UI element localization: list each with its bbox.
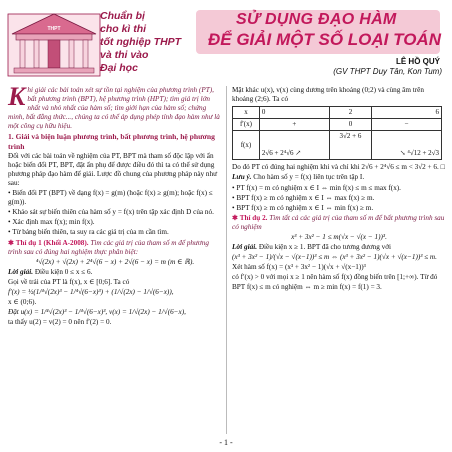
table-cell: f(x) [233, 131, 260, 160]
bullet-item: • Biến đổi PT (BPT) về dạng f(x) = g(m) (hoặc f(x) ≥ g(m); hoặc f(x) ≤ g(m)). [8, 189, 222, 207]
paragraph: Do đó PT có đúng hai nghiệm khi và chỉ khi 2√6 + 2⁴√6 ≤ m < 3√2 + 6. □ [232, 163, 445, 172]
equation: f′(x) = ½(1/⁴√(2x)³ − 1/⁴√(6−x)³) + (1/√(2x) − 1/√(6−x)), [8, 287, 174, 296]
note [232, 173, 446, 182]
note-text: Cho hàm số y = f(x) liên tục trên tập I. [253, 173, 365, 182]
intro-text: hi giải các bài toán xét sự tồn tại nghiệm của phương trình (PT), bất phương trình (BPT), hệ phương trình (HPT); tìm giá trị lớn nhất và nhỏ nhất của hàm số; tìm giới hạn của hàm số; chứng minh, bất đẳng thức..., chúng ta có thể áp dụng phép tính đạo hàm như là một công cụ hữu hiệu. [8, 86, 220, 131]
paragraph: ta thấy u(2) = v(2) = 0 nên f′(2) = 0. [8, 318, 112, 327]
logo-line: Chuẩn bị [100, 10, 145, 22]
arrow-up-icon: ↗ [295, 149, 302, 158]
table-value: 3√2 + 6 [339, 132, 362, 141]
arrow-down-icon: ↘ [399, 149, 406, 158]
solution-start [232, 243, 446, 252]
author-name: LÊ HỒ QUÝ [395, 57, 440, 66]
author-affiliation: (GV THPT Duy Tân, Kon Tum) [333, 67, 442, 76]
drop-cap: K [8, 82, 26, 111]
table-value: 2√6 + 2⁴√6 [261, 149, 294, 158]
left-column [8, 82, 222, 328]
table-cell: 0 [329, 119, 371, 131]
article-title-line1: SỬ DỤNG ĐẠO HÀM [236, 11, 397, 28]
solution-label: Lời giải. [232, 243, 258, 252]
table-cell: 0 [259, 107, 329, 119]
example-2 [232, 214, 446, 232]
logo-line: cho kì thi [100, 23, 147, 35]
solution-text: Điều kiện x ≥ 1. BPT đã cho tương đương với [258, 243, 392, 252]
table-cell [329, 131, 371, 160]
star-icon: ✱ [8, 238, 16, 247]
equation: Đặt u(x) = 1/⁴√(2x)³ − 1/⁴√(6−x)³, v(x) = 1/√(2x) − 1/√(6−x), [8, 308, 186, 317]
logo-line: tốt nghiệp THPT [100, 36, 182, 48]
example-heading: Thí dụ 1 (Khối A-2008). [15, 238, 89, 247]
table-cell: − [372, 119, 442, 131]
logo-line: và thi vào [100, 49, 149, 61]
bullet-item: • BPT f(x) ≥ m có nghiệm x ∈ I ⇔ max f(x) ≥ m. [232, 194, 446, 203]
column-divider [226, 86, 227, 434]
article-title-line2: ĐỂ GIẢI MỘT SỐ LOẠI TOÁN [208, 30, 441, 49]
table-cell: + [259, 119, 329, 131]
example-1 [8, 239, 222, 257]
example-statement: Tìm các giá trị của tham số m để phương trình sau có đúng hai nghiệm thực phân biệt: [8, 238, 209, 256]
variation-table [232, 106, 442, 160]
logo-line: Đại học [100, 62, 138, 74]
page-number: - 1 - [219, 438, 233, 447]
paragraph: Đối với các bài toán về nghiệm của PT, BPT mà tham số độc lập với ẩn hoặc biến đổi PT, BPT, đặt ẩn phụ để được điều đó thì ta có thể sử dụng phương pháp đạo hàm để giải. Lược đồ chung của phương pháp này như sau: [8, 151, 218, 187]
paragraph: có f′(x) > 0 với mọi x ≥ 1 nên hàm số f(x) đồng biến trên [1;+∞). Từ đó BPT f(x) ≤ m có nghiệm ⇔ m ≥ min f(x) = f(1) = 3. [232, 273, 438, 291]
table-cell: 6 [372, 107, 442, 119]
bullet-item: • Xác định max f(x); min f(x). [8, 218, 222, 227]
intro-paragraph [8, 82, 222, 131]
example-statement: Tìm tất cả các giá trị của tham số m để bất phương trình sau có nghiệm [232, 213, 445, 231]
paragraph: Xét hàm số f(x) = (x³ + 3x² − 1)(√x + √(x−1))³ [232, 263, 366, 272]
table-cell [372, 131, 442, 160]
equation: (x³ + 3x² − 1)/(√x − √(x−1))³ ≤ m ⇔ (x³ + 3x² − 1)(√x + √(x−1))³ ≤ m. [232, 253, 437, 262]
equation: ⁴√(2x) + √(2x) + 2⁴√(6 − x) + 2√(6 − x) = m (m ∈ ℝ). [35, 257, 195, 266]
table-cell: 2 [329, 107, 371, 119]
solution-start [8, 268, 222, 277]
star-icon: ✱ [232, 213, 240, 222]
paragraph: Mặt khác u(x), v(x) cùng dương trên khoảng (0;2) và cùng âm trên khoảng (2;6). Ta có [232, 86, 424, 104]
example-heading: Thí dụ 2. [239, 213, 268, 222]
solution-label: Lời giải. [8, 267, 34, 276]
equation: x³ + 3x² − 1 ≤ m(√x − √(x − 1))³. [291, 233, 387, 242]
right-column [232, 86, 446, 293]
table-cell: f′(x) [233, 119, 260, 131]
section-heading: 1. Giải và biện luận phương trình, bất phương trình, hệ phương trình [8, 132, 215, 151]
bullet-item: • Từ bảng biến thiên, ta suy ra các giá trị của m cần tìm. [8, 228, 222, 237]
solution-text: Điều kiện 0 ≤ x ≤ 6. [34, 267, 93, 276]
table-cell [259, 131, 329, 160]
table-cell: x [233, 107, 260, 119]
svg-text:THPT: THPT [47, 26, 61, 32]
table-value: ⁴√12 + 2√3 [407, 149, 439, 158]
paragraph: x ∈ (0;6). [8, 298, 37, 307]
bullet-item: • PT f(x) = m có nghiệm x ∈ I ⇔ min f(x) ≤ m ≤ max f(x). [232, 184, 446, 193]
note-label: Lưu ý. [232, 173, 252, 182]
paragraph: Gọi về trái của PT là f(x), x ∈ [0;6]. Ta có [8, 277, 130, 286]
bullet-item: • BPT f(x) ≥ m có nghiệm x ∈ I ⇔ min f(x) ≥ m. [232, 204, 446, 213]
bullet-item: • Khảo sát sự biến thiên của hàm số y = f(x) trên tập xác định D của nó. [8, 208, 222, 217]
